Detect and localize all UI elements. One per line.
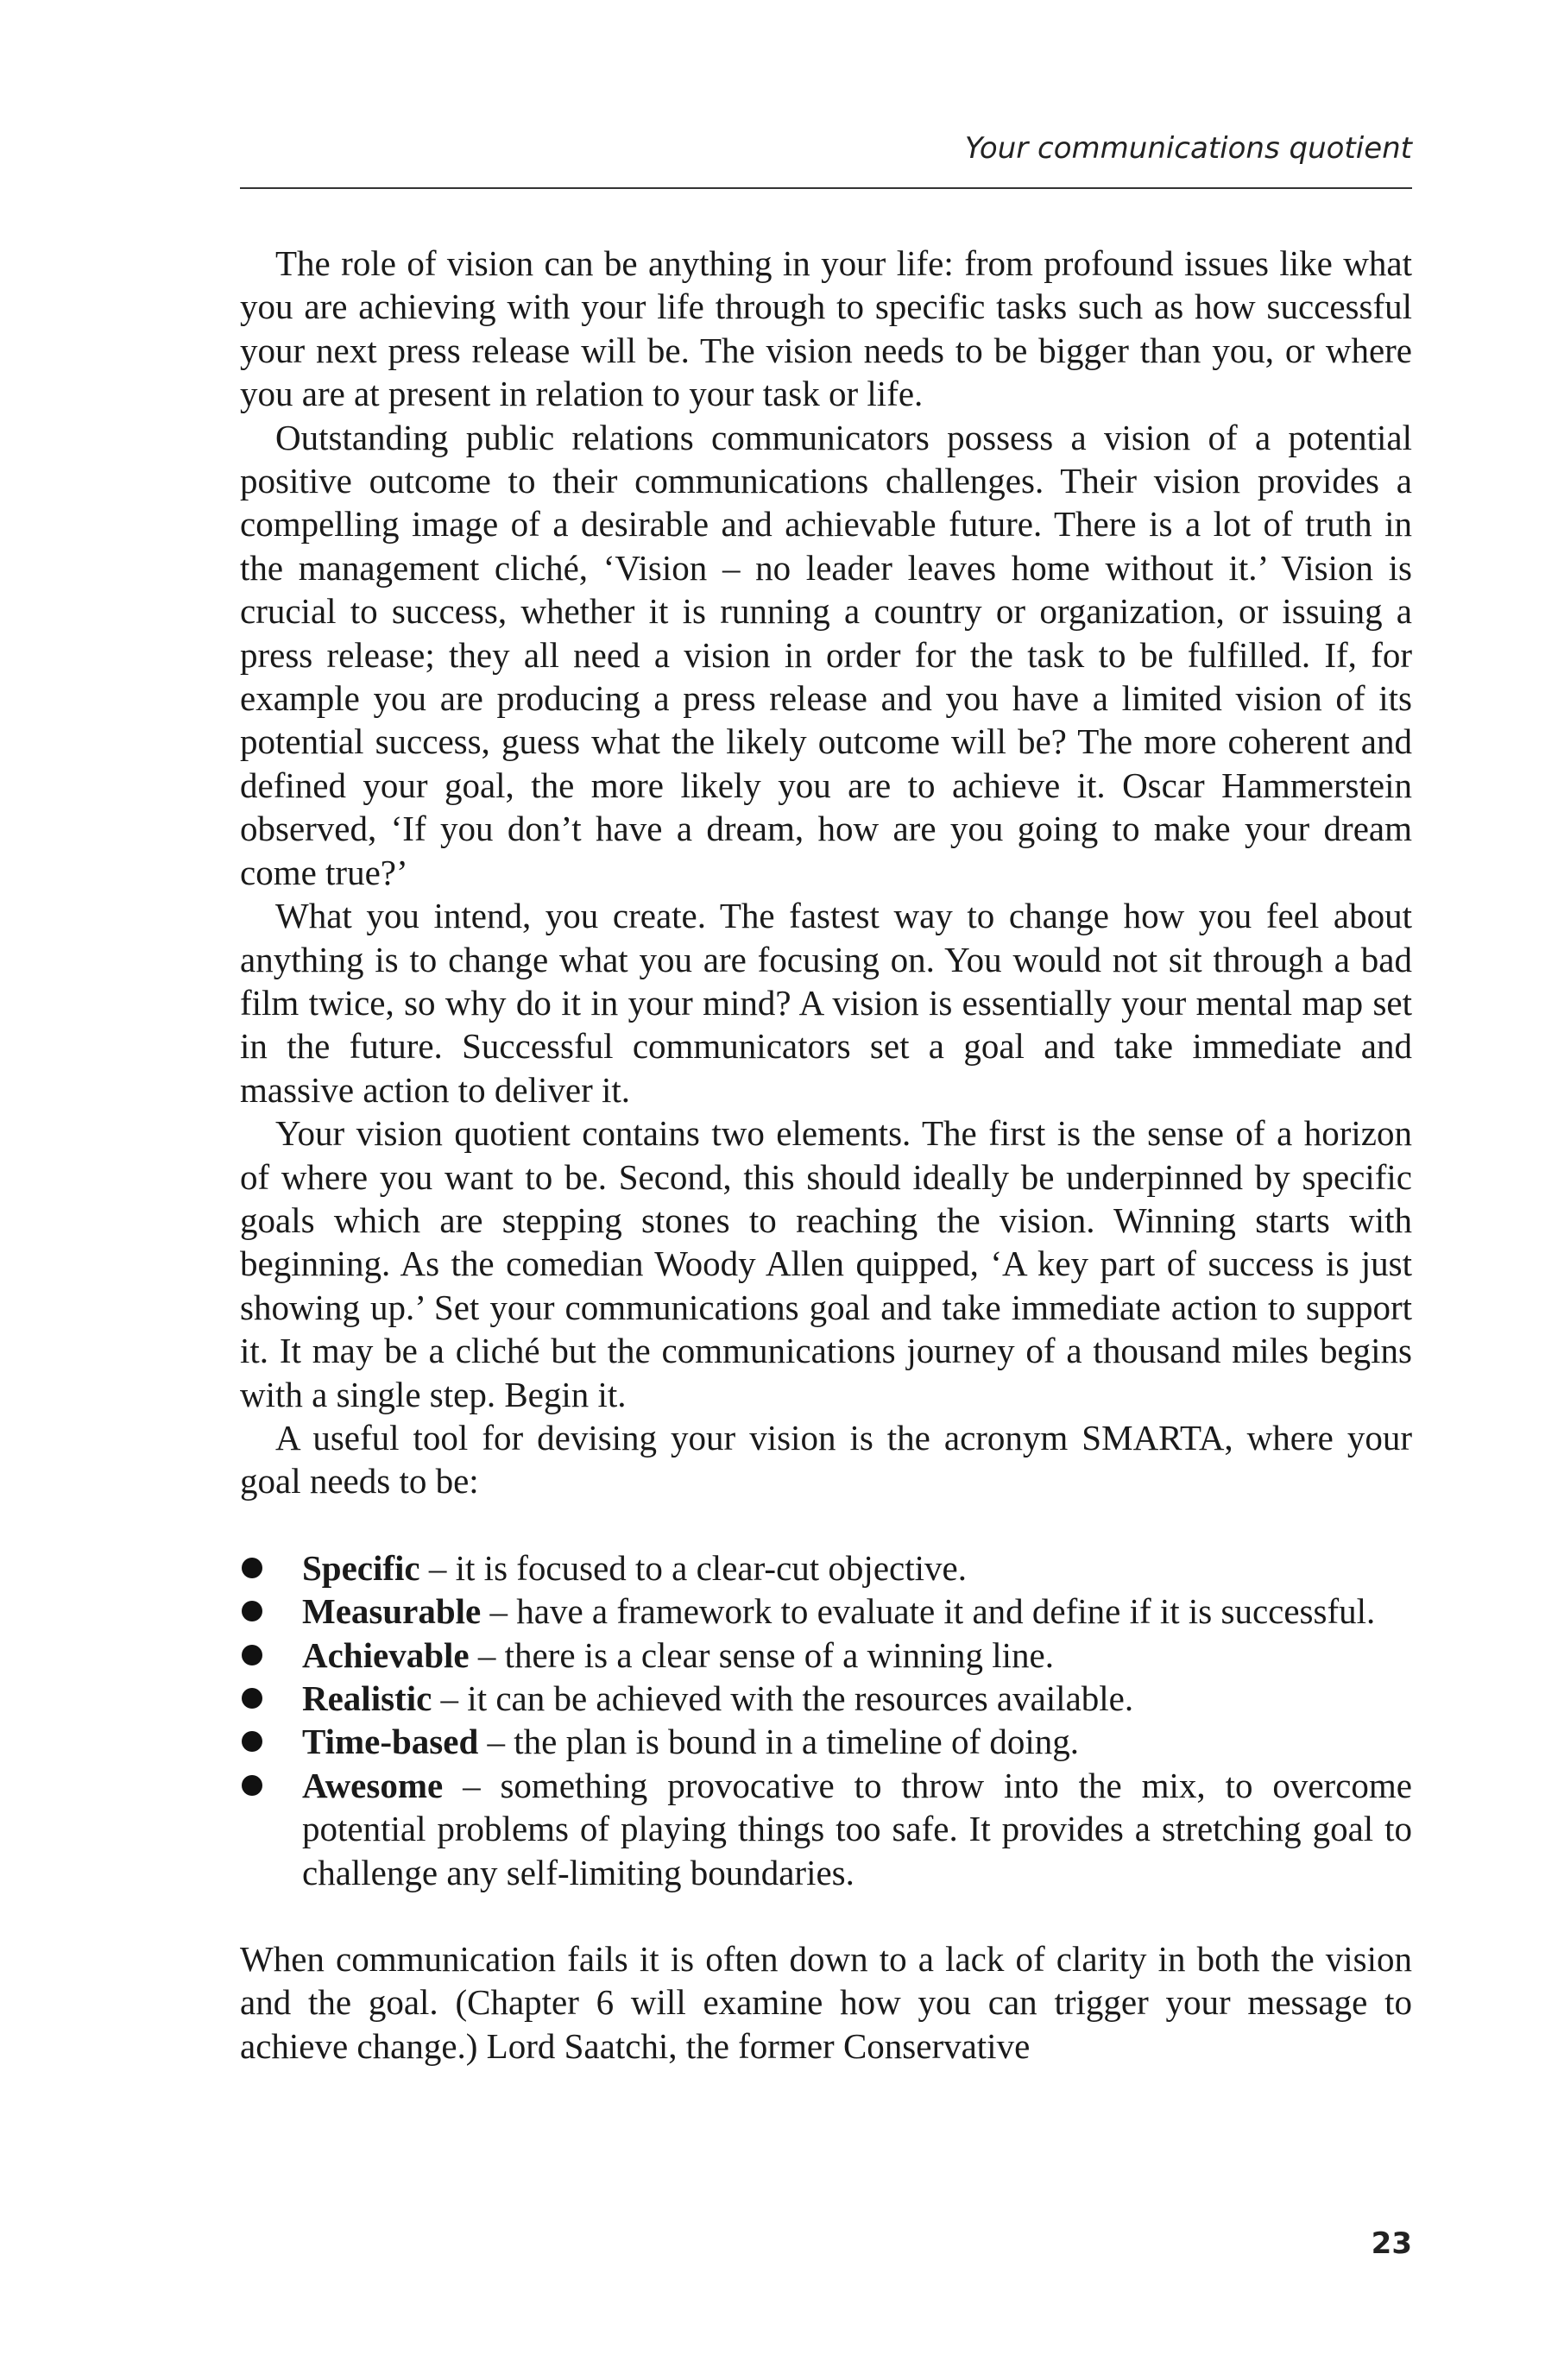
list-item-text: – something provocative to throw into the mix, to overcome potential problems of playing things too safe. It provides a stretching goal to challenge any self-limiting boundaries. [302,1765,1412,1892]
list-item-text: – have a framework to evaluate it and define if it is successful. [481,1591,1376,1632]
bullet-icon [242,1731,262,1752]
running-head: Your communications quotient [964,131,1412,166]
list-item-text: – the plan is bound in a timeline of doing. [478,1722,1080,1762]
list-item-text: – it is focused to a clear-cut objective. [419,1547,967,1588]
bullet-icon [242,1601,262,1621]
list-item-term: Realistic [302,1678,432,1718]
paragraph-5: A useful tool for devising your vision is the acronym SMARTA, where your goal needs to be: [240,1417,1412,1502]
list-item-term: Specific [302,1547,420,1588]
body-text [240,242,1412,2068]
list-item-term: Time-based [302,1722,479,1762]
list-item [240,1634,1412,1677]
list-item-term: Achievable [302,1634,470,1675]
bullet-icon [242,1688,262,1709]
page-number: 23 [1371,2226,1412,2261]
paragraph-4: Your vision quotient contains two elements. The first is the sense of a horizon of where you want to be. Second, this should ideally be underpinned by specific goals which are stepping stones to reaching the vision. Winning starts with beginning. As the comedian Woody Allen quipped, ‘A key part of success is just showing up.’ Set your communications goal and take immediate action to support it. It may be a cliché but the communications journey of a thousand miles begins with a single step. Begin it. [240,1113,1412,1414]
list-item-term: Measurable [302,1591,482,1632]
list-item [240,1590,1412,1633]
bullet-icon [242,1645,262,1665]
closing-paragraph: When communication fails it is often down to a lack of clarity in both the vision and the goal. (Chapter 6 will examine how you can trigger your message to achieve change.) Lord Saatchi, the former Conservative [240,1939,1412,2066]
bullet-icon [242,1558,262,1578]
list-item [240,1764,1412,1894]
header-rule [240,187,1412,189]
list-item [240,1720,1412,1763]
list-item [240,1677,1412,1720]
bullet-icon [242,1775,262,1796]
smarta-list [240,1546,1412,1894]
list-item-text: – it can be achieved with the resources available. [432,1678,1134,1718]
list-item-term: Awesome [302,1765,444,1805]
list-item-text: – there is a clear sense of a winning line. [469,1634,1054,1675]
paragraph-3: What you intend, you create. The fastest way to change how you feel about anything is to change what you are focusing on. You would not sit through a bad film twice, so why do it in your mind? A vision is essentially your mental map set in the future. Successful communicators set a goal and take immediate and massive action to deliver it. [240,896,1412,1110]
paragraph-2: Outstanding public relations communicators possess a vision of a potential positive outcome to their communications challenges. Their vision provides a compelling image of a desirable and achievable future. There is a lot of truth in the management cliché, ‘Vision – no leader leaves home without it.’ Vision is crucial to success, whether it is running a country or organization, or issuing a press release; they all need a vision in order for the task to be fulfilled. If, for example you are producing a press release and you have a limited vision of its potential success, guess what the likely outcome will be? The more coherent and defined your goal, the more likely you are to achieve it. Oscar Hammerstein observed, ‘If you don’t have a dream, how are you going to make your dream come true?’ [240,417,1412,892]
list-item [240,1546,1412,1590]
paragraph-1: The role of vision can be anything in your life: from profound issues like what you are achieving with your life through to specific tasks such as how successful your next press release will be. The vision needs to be bigger than you, or where you are at present in relation to your task or life. [240,243,1412,414]
